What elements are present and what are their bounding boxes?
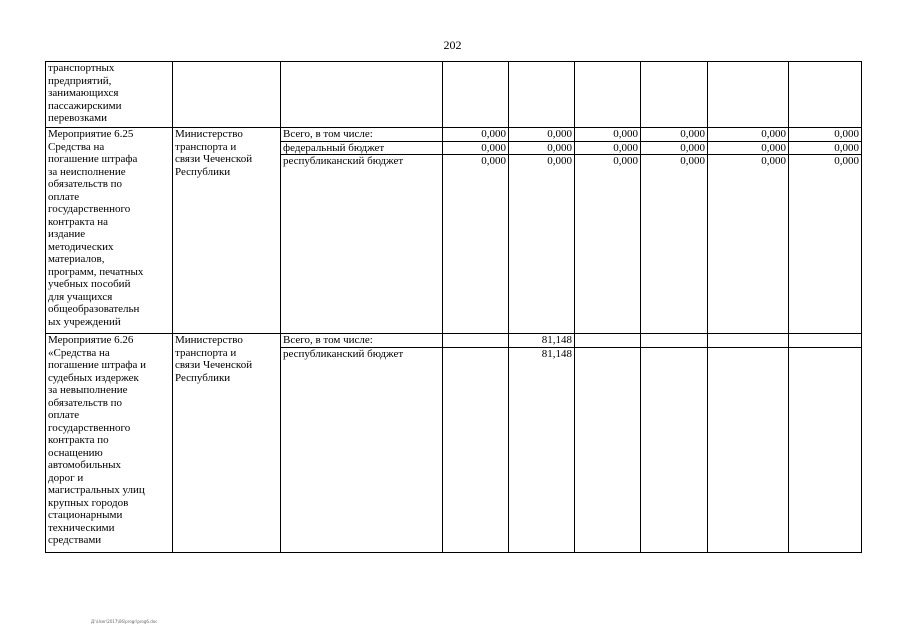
event-text: оснащению — [48, 446, 103, 459]
value-cell: 0,000 — [641, 128, 708, 142]
event-text: обязательств по — [48, 396, 123, 409]
event-text: магистральных улиц — [48, 484, 145, 496]
source-cell: республиканский бюджет — [281, 155, 443, 334]
value-cell — [509, 62, 575, 128]
event-text: техническими — [48, 521, 115, 534]
page-number: 202 — [443, 38, 462, 52]
program-table — [45, 61, 862, 553]
event-text: за неисполнение — [48, 165, 126, 178]
event-cell — [46, 334, 173, 553]
event-text: предприятий, — [48, 74, 112, 87]
event-text: оплате — [48, 190, 80, 203]
value-cell — [708, 347, 789, 552]
source-cell: Всего, в том числе: — [281, 334, 443, 348]
value-cell: 0,000 — [708, 155, 789, 334]
event-text: судебных издержек — [48, 371, 139, 384]
source-cell: Всего, в том числе: — [281, 128, 443, 142]
table-row — [46, 128, 862, 142]
value-cell: 81,148 — [509, 347, 575, 552]
event-text: оплате — [48, 409, 80, 421]
event-text: материалов, — [48, 253, 105, 265]
event-cell — [46, 128, 173, 334]
source-cell — [281, 62, 443, 128]
value-cell: 0,000 — [509, 128, 575, 142]
value-cell: 0,000 — [575, 128, 641, 142]
event-text: автомобильных — [48, 459, 121, 471]
source-cell: республиканский бюджет — [281, 347, 443, 552]
event-text: «Средства на — [48, 346, 110, 359]
value-cell: 0,000 — [443, 128, 509, 142]
event-text: методических — [48, 240, 114, 253]
value-cell: 0,000 — [708, 128, 789, 142]
value-cell: 0,000 — [443, 141, 509, 155]
value-cell — [708, 334, 789, 348]
value-cell: 0,000 — [509, 141, 575, 155]
value-cell — [443, 334, 509, 348]
event-text: за невыполнение — [48, 384, 128, 396]
event-text: ых учреждений — [48, 315, 121, 328]
event-text: дорог и — [48, 471, 84, 484]
footer-file-path: Д:\User\2017\06\progr\prog6.doc — [91, 619, 158, 624]
value-cell — [443, 62, 509, 128]
event-text: Средства на — [48, 140, 105, 153]
event-text: обязательств по — [48, 178, 123, 190]
event-text: контракта на — [48, 215, 109, 228]
value-cell: 0,000 — [575, 141, 641, 155]
value-cell — [641, 347, 708, 552]
value-cell — [641, 62, 708, 128]
table-body — [46, 62, 862, 553]
event-text: контракта по — [48, 434, 109, 446]
value-cell: 0,000 — [509, 155, 575, 334]
value-cell: 0,000 — [708, 141, 789, 155]
value-cell: 0,000 — [789, 128, 862, 142]
event-text: погашение штрафа — [48, 153, 138, 165]
event-text: погашение штрафа и — [48, 359, 146, 371]
event-text: программ, печатных — [48, 265, 144, 278]
event-text: средствами — [48, 534, 102, 546]
event-text: Мероприятие 6.25 — [48, 128, 134, 140]
event-text: Мероприятие 6.26 — [48, 334, 134, 346]
event-text: пассажирскими — [48, 99, 122, 112]
event-text: занимающихся — [48, 87, 119, 99]
executor-text: связи Чеченской — [175, 359, 253, 371]
value-cell — [789, 347, 862, 552]
value-cell: 0,000 — [641, 155, 708, 334]
event-text: стационарными — [48, 509, 123, 521]
value-cell: 81,148 — [509, 334, 575, 348]
event-text: государственного — [48, 203, 131, 215]
value-cell: 0,000 — [443, 155, 509, 334]
executor-text: связи Чеченской — [175, 153, 253, 165]
source-cell: федеральный бюджет — [281, 141, 443, 155]
value-cell — [575, 334, 641, 348]
event-text: транспортных — [48, 62, 115, 74]
executor-text: транспорта и — [175, 346, 237, 359]
value-cell — [789, 62, 862, 128]
table-row — [46, 334, 862, 348]
executor-cell — [173, 128, 281, 334]
executor-text: Министерство — [175, 128, 243, 140]
executor-text: Министерство — [175, 334, 243, 346]
event-text: перевозками — [48, 112, 108, 124]
value-cell — [789, 334, 862, 348]
executor-cell — [173, 334, 281, 553]
event-text: государственного — [48, 421, 131, 434]
value-cell — [443, 347, 509, 552]
executor-text: Республики — [175, 371, 231, 384]
value-cell: 0,000 — [575, 155, 641, 334]
executor-text: Республики — [175, 165, 231, 178]
event-text: для учащихся — [48, 290, 113, 303]
event-text: крупных городов — [48, 496, 129, 509]
value-cell — [575, 347, 641, 552]
table-row — [46, 62, 862, 128]
event-text: учебных пособий — [48, 278, 131, 290]
value-cell — [708, 62, 789, 128]
executor-cell — [173, 62, 281, 128]
event-cell — [46, 62, 173, 128]
executor-text: транспорта и — [175, 140, 237, 153]
value-cell: 0,000 — [789, 141, 862, 155]
value-cell: 0,000 — [789, 155, 862, 334]
event-text: общеобразовательн — [48, 303, 140, 315]
event-text: издание — [48, 228, 86, 240]
value-cell: 0,000 — [641, 141, 708, 155]
value-cell — [575, 62, 641, 128]
value-cell — [641, 334, 708, 348]
